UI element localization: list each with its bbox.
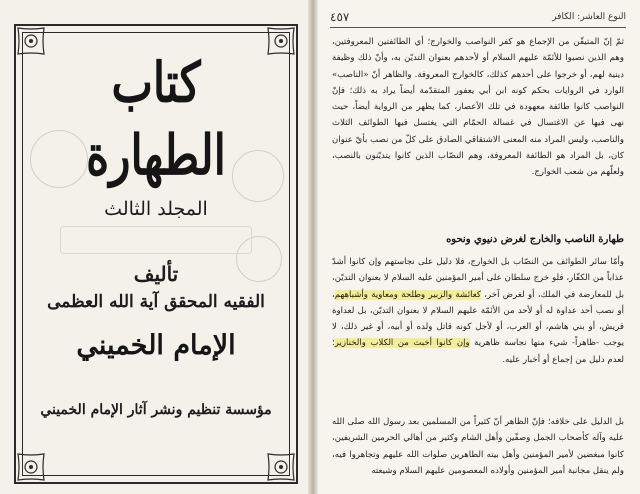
paragraph-3: بل الدليل على خلافه؛ فإنّ الظاهر أنّ كثيراً من المسلمين بعد رسول الله صلى الله عليه وآله كأصحاب الجمل وصفّين وأهل الشام وكثير من أهالي الحرمين الشريفين، كانوا مبغضين لأمير المؤمنين وأهل بيته الطاهرين صلوات الله عليهم وتجاهروا فيه، ولم ينقل مجانبة أمير المؤمنين وأولاده المعصومين عليهم السلام وشيعته: [332, 417, 624, 476]
paragraph-2-text-b: ، أو نصب أحد عداوة له أو لأحد من الأئمّة عليهم السلام لا بعنوان التديّن، بل لعداوة قريش، أو بني هاشم، أو العرب، أو لأجل كونه قاتل ولده أو أبيه، أو غير ذلك، لا يوجب -ظاهراً- شيء منها نجاسة ظاهرية: [332, 289, 624, 349]
running-header: [330, 10, 626, 26]
highlighted-text: وإن كانوا أخبث من الكلاب والخنازير: [334, 338, 470, 349]
paragraph-2-text-a: وأمّا سائر الطوائف من النصّاب بل الخوارج، فلا دليل على نجاستهم وإن كانوا أشدّ عذاباً من الكفّار، فلو خرج سلطان على أمير المؤمنين عليه السلام لا بعنوان التديّن، بل للمعارضة في الملك، أو لغرض آخر،: [332, 257, 624, 300]
publisher-name: مؤسسة تنظيم ونشر آثار الإمام الخميني: [40, 402, 272, 418]
volume-label: المجلد الثالث: [104, 198, 208, 220]
ornament-corner-icon: [16, 452, 46, 482]
section-heading: طهارة الناصب والخارج لغرض دنيوي ونحوه: [446, 234, 624, 245]
ornament-corner-icon: [266, 452, 296, 482]
paragraph-2: [332, 254, 624, 368]
highlighted-text: كعائشة والزبير وطلحة ومعاوية وأشباههم: [334, 289, 481, 300]
author-title: الفقيه المحقق آية الله العظمى: [47, 292, 265, 312]
running-header-title: النوع العاشر: الكافر: [552, 12, 626, 22]
book-title: كتاب الطهارة: [86, 51, 226, 188]
paragraph-2-text-c: ؛ لعدم دليل من إجماع أو أخبار عليه.: [332, 338, 624, 365]
book-gutter: [308, 0, 318, 494]
header-rule: [330, 27, 626, 28]
author-label: تأليف: [133, 262, 179, 286]
page-number: ٤٥٧: [330, 10, 350, 24]
faint-calligraphy-band: [60, 226, 252, 254]
title-page: [0, 0, 312, 494]
author-name: الإمام الخميني: [76, 330, 236, 361]
paragraph-1: ثمّ إنّ المتيقّن من الإجماع هو كفر النواصب والخوارج؛ أي الطائفتين المعروفتين، وهم الذين نصبوا للأئمّة عليهم السلام أو لأحدهم بعنوان التديّن به، وأنّ ذلك وظيفة دينية لهم، أو خرجوا على أحدهم كذلك، كالخوارج المعروفة. والظاهر أنّ «الناصب» الوارد في الروايات بحكم كونه ابن أبي يعفور المتقدّمة أيضاً يراد به ذلك؛ فإنّ النواصب كانوا طائفة معهودة في تلك الأعصار، كما يظهر من الرواية أيضاً، حيث نهى فيها عن الاغتسال في غسالة الحمّام التي يغتسل فيها الطوائف الثلاث والناصب، وليس المراد منه المعنى الاشتقاقي الصادق على كلّ من نصب بأيّ عنوان كان، بل المراد هو الطائفة المعروفة، وهم النصّاب الذين كانوا يتديّنون بالنصب، ولعلّهم من شعب الخوارج.: [332, 37, 624, 178]
